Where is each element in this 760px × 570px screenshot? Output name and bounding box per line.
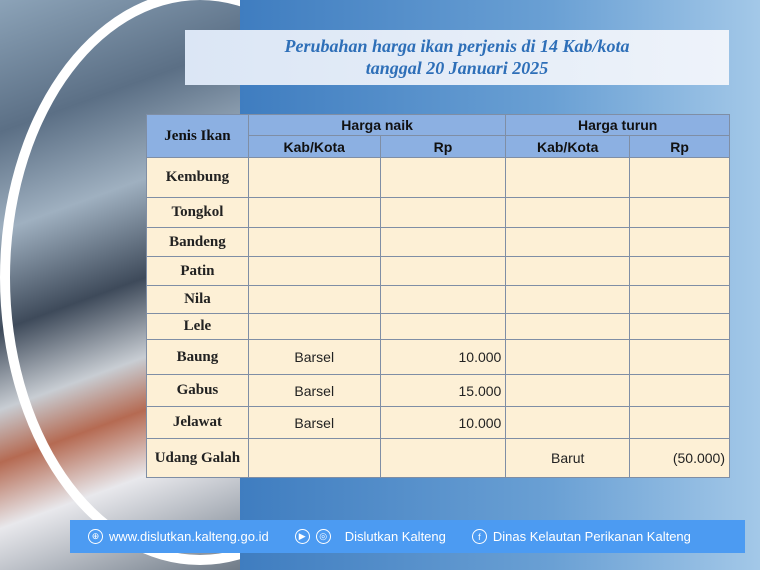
fish-name: Kembung: [147, 158, 249, 198]
naik-kab-cell: Barsel: [248, 340, 380, 375]
table-row: [147, 257, 730, 286]
fish-name: Lele: [147, 314, 249, 340]
naik-rp-cell: 15.000: [380, 375, 506, 407]
table-row: [147, 286, 730, 314]
table-row: [147, 158, 730, 198]
header-jenis-ikan: Jenis Ikan: [147, 115, 249, 158]
header-naik-kab: Kab/Kota: [248, 136, 380, 158]
turun-kab-cell: Barut: [506, 439, 630, 478]
header-turun-kab: Kab/Kota: [506, 136, 630, 158]
naik-kab-cell: [248, 158, 380, 198]
table-row: [147, 439, 730, 478]
facebook-icon: f: [472, 529, 487, 544]
instagram-icon: ◎: [316, 529, 331, 544]
table-row: [147, 228, 730, 257]
naik-rp-cell: 10.000: [380, 407, 506, 439]
turun-rp-cell: [630, 257, 730, 286]
naik-rp-cell: [380, 158, 506, 198]
fish-name: Gabus: [147, 375, 249, 407]
naik-kab-cell: [248, 314, 380, 340]
turun-rp-cell: [630, 340, 730, 375]
header-harga-naik: Harga naik: [248, 115, 505, 136]
table-row: [147, 375, 730, 407]
facebook-page[interactable]: Dinas Kelautan Perikanan Kalteng: [492, 529, 691, 544]
turun-rp-cell: [630, 198, 730, 228]
turun-rp-cell: (50.000): [630, 439, 730, 478]
turun-kab-cell: [506, 375, 630, 407]
fish-name: Nila: [147, 286, 249, 314]
fish-name: Tongkol: [147, 198, 249, 228]
page-title: [185, 30, 729, 85]
naik-kab-cell: [248, 286, 380, 314]
fish-name: Jelawat: [147, 407, 249, 439]
naik-rp-cell: [380, 439, 506, 478]
table-row: [147, 407, 730, 439]
turun-kab-cell: [506, 314, 630, 340]
turun-kab-cell: [506, 340, 630, 375]
naik-kab-cell: Barsel: [248, 407, 380, 439]
turun-kab-cell: [506, 257, 630, 286]
naik-kab-cell: Barsel: [248, 375, 380, 407]
turun-kab-cell: [506, 198, 630, 228]
turun-kab-cell: [506, 158, 630, 198]
naik-kab-cell: [248, 228, 380, 257]
turun-rp-cell: [630, 228, 730, 257]
table-row: [147, 198, 730, 228]
table-row: [147, 340, 730, 375]
turun-kab-cell: [506, 228, 630, 257]
naik-kab-cell: [248, 198, 380, 228]
fish-name: Udang Galah: [147, 439, 249, 478]
turun-kab-cell: [506, 286, 630, 314]
title-line-1: Perubahan harga ikan perjenis di 14 Kab/kota: [284, 36, 630, 56]
naik-rp-cell: [380, 198, 506, 228]
table-row: [147, 314, 730, 340]
naik-kab-cell: [248, 439, 380, 478]
turun-rp-cell: [630, 314, 730, 340]
social-handle[interactable]: Dislutkan Kalteng: [344, 529, 446, 544]
fish-name: Baung: [147, 340, 249, 375]
turun-rp-cell: [630, 286, 730, 314]
footer-bar: [70, 520, 745, 553]
fish-name: Patin: [147, 257, 249, 286]
header-harga-turun: Harga turun: [506, 115, 730, 136]
youtube-icon: ▶: [295, 529, 310, 544]
naik-kab-cell: [248, 257, 380, 286]
naik-rp-cell: [380, 286, 506, 314]
naik-rp-cell: 10.000: [380, 340, 506, 375]
website-link[interactable]: www.dislutkan.kalteng.go.id: [109, 529, 269, 544]
globe-icon: ⊕: [88, 529, 103, 544]
price-table: [146, 114, 730, 478]
fish-name: Bandeng: [147, 228, 249, 257]
turun-rp-cell: [630, 158, 730, 198]
naik-rp-cell: [380, 257, 506, 286]
turun-kab-cell: [506, 407, 630, 439]
header-turun-rp: Rp: [630, 136, 730, 158]
naik-rp-cell: [380, 228, 506, 257]
turun-rp-cell: [630, 375, 730, 407]
title-line-2: tanggal 20 Januari 2025: [365, 58, 549, 78]
header-naik-rp: Rp: [380, 136, 506, 158]
turun-rp-cell: [630, 407, 730, 439]
naik-rp-cell: [380, 314, 506, 340]
